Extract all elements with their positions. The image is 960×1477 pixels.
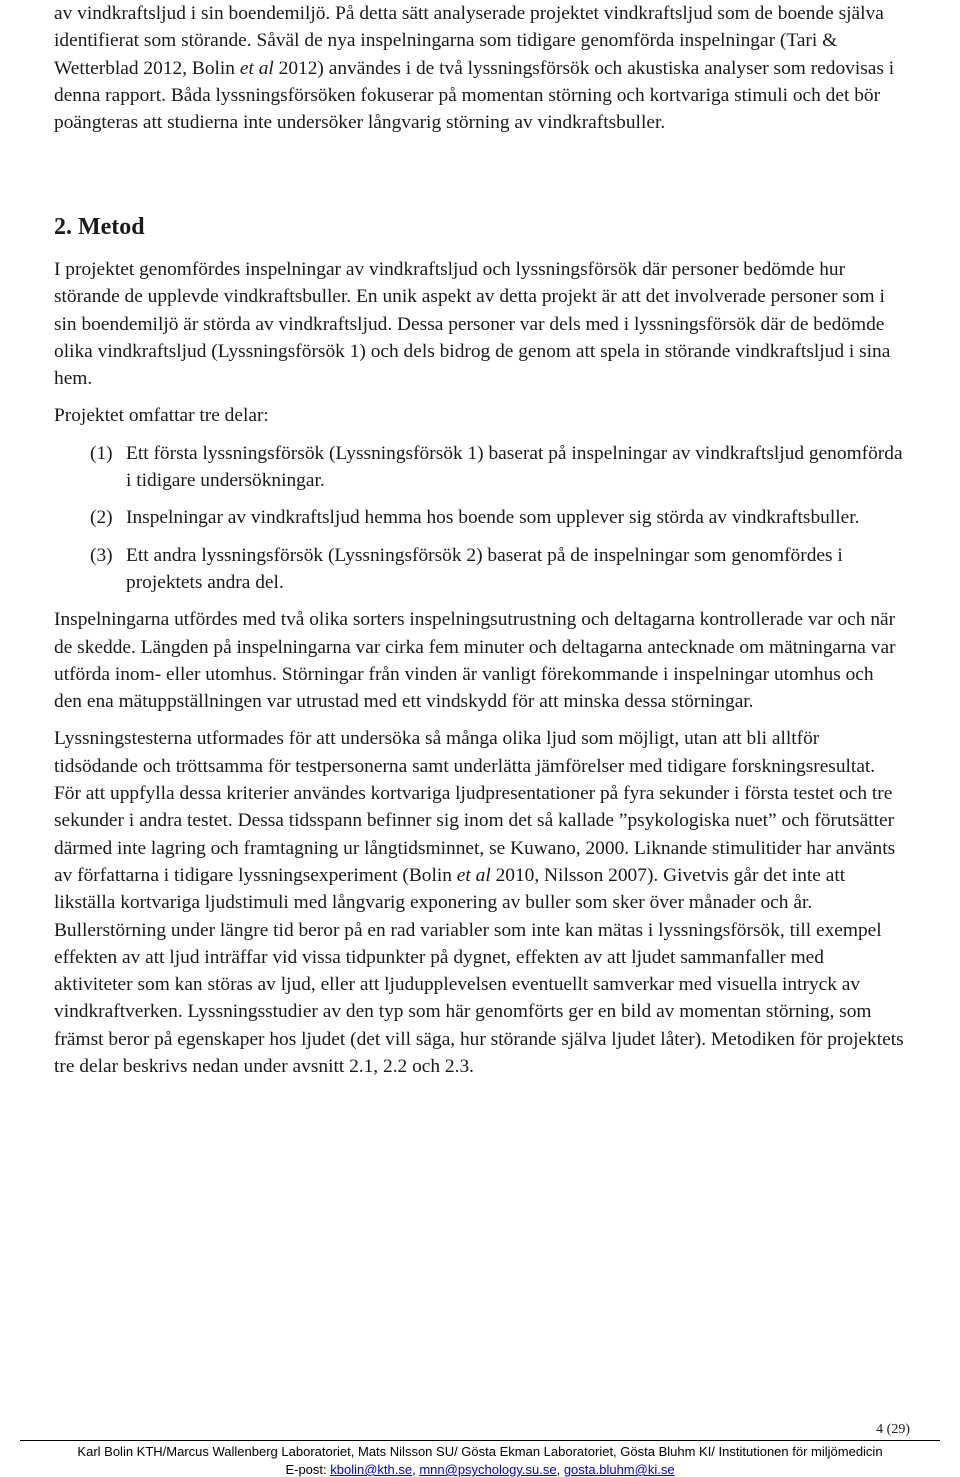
metod-paragraph-1: I projektet genomfördes inspelningar av vindkraftsljud och lyssningsförsök där personer bedömde hur störande de upplevde vindkraftsbuller. En unik aspekt av detta projekt är att det involverade personer som i sin boendemiljö är störda av vindkraftsljud. Dessa personer var dels med i lyssningsförsök där de bedömde olika vindkraftsljud (Lyssningsförsök 1) och dels bidrog de genom att spela in störande vindkraftsljud i sina hem. xyxy=(54,259,891,390)
metod-text-part: Lyssningstesterna utformades för att undersöka så många olika ljud som möjligt, utan att bli alltför tidsödande och tröttsamma för testpersonerna samt underlätta jämförelser med tidigare forskningsresultat. För att uppfylla dessa kriterier användes kortvariga ljudpresentationer på fyra sekunder i första testet och tre sekunder i andra testet. Dessa tidsspann befinner sig inom det så kallade ”psykologiska nuet” och förutsätter därmed inte lagring och framtagning ur långtidsminnet, se Kuwano, 2000. Liknande stimulitider har använts av författarna i tidigare lyssningsexperiment (Bolin xyxy=(54,728,896,886)
list-item-number: (1) xyxy=(90,442,113,464)
section-number: 2. xyxy=(54,214,72,240)
list-item-text: Inspelningar av vindkraftsljud hemma hos boende som upplever sig störda av vindkraftsbuller. xyxy=(126,507,860,529)
page-number: 4 (29) xyxy=(876,1422,910,1437)
list-item-text: Ett andra lyssningsförsök (Lyssningsförsök 2) baserat på de inspelningar som genomfördes i projektets andra del. xyxy=(126,544,843,593)
email-label: E-post: xyxy=(285,1462,331,1477)
list-item-number: (2) xyxy=(90,507,113,529)
email-separator: , xyxy=(412,1462,420,1477)
list-item xyxy=(54,542,904,597)
section-title: Metod xyxy=(78,214,145,240)
intro-section xyxy=(54,0,904,136)
footer-authors: Karl Bolin KTH/Marcus Wallenberg Laboratoriet, Mats Nilsson SU/ Gösta Ekman Laboratoriet, Gösta Bluhm KI/ Institutionen för miljömedicin xyxy=(77,1444,883,1459)
section-heading xyxy=(54,212,145,242)
metod-paragraph-4 xyxy=(54,725,904,1080)
et-al-italic: et al xyxy=(456,864,491,886)
list-item-number: (3) xyxy=(90,544,113,566)
email-separator: , xyxy=(556,1462,564,1477)
metod-paragraph-2: Projektet omfattar tre delar: xyxy=(54,405,269,427)
email-link-mnn[interactable]: mnn@psychology.su.se xyxy=(419,1462,557,1477)
metod-section xyxy=(54,256,904,1080)
et-al-italic: et al xyxy=(239,57,274,79)
parts-list xyxy=(54,440,904,596)
metod-paragraph-3: Inspelningarna utfördes med två olika sorters inspelningsutrustning och deltagarna kontrollerade var och när de skedde. Längden på inspelningarna var cirka fem minuter och deltagarna antecknade om mätningarna var utförda inom- eller utomhus. Störningar från vinden är vanligt förekommande i inspelningar utomhus och den ena mätuppställningen var utrustad med ett vindskydd för att minska dessa störningar. xyxy=(54,609,896,713)
footer-divider xyxy=(20,1440,940,1441)
intro-paragraph xyxy=(54,0,904,136)
footer-emails xyxy=(0,1462,960,1477)
list-item xyxy=(54,440,904,495)
email-link-gosta[interactable]: gosta.bluhm@ki.se xyxy=(563,1462,675,1477)
list-item xyxy=(54,504,904,531)
metod-text-part: 2010, Nilsson 2007). Givetvis går det inte att likställa kortvariga ljudstimuli med långvarig exponering av buller som sker över månader och år. Bullerstörning under längre tid beror på en rad variabler som inte kan mätas i lyssningsförsök, till exempel effekten av att ljud inträffar vid vissa tidpunkter på dygnet, effekten av att ljudet sammanfaller med aktiviteter som kan störas av ljud, eller att ljudupplevelsen eventuellt samverkar med visuella intryck av vindkraftverken. Lyssningsstudier av den typ som här genomförts ger en bild av momentan störning, som främst beror på egenskaper hos ljudet (det vill säga, hur störande själva ljudet låter). Metodiken för projektets tre delar beskrivs nedan under avsnitt 2.1, 2.2 och 2.3. xyxy=(54,864,904,1078)
intro-text-part: av vindkraftsljud i sin boendemiljö. På detta sätt analyserade projektet vindkraftsljud som de boende själva identifierat som störande. Såväl de nya inspelningarna som tidigare genomförda inspelningar (Tari & Wetterblad 2012, Bolin xyxy=(54,3,884,79)
email-link-kbolin[interactable]: kbolin@kth.se xyxy=(330,1462,413,1477)
list-item-text: Ett första lyssningsförsök (Lyssningsförsök 1) baserat på inspelningar av vindkraftsljud genomförda i tidigare undersökningar. xyxy=(126,442,903,492)
intro-text-part: 2012) användes i de två lyssningsförsök och akustiska analyser som redovisas i denna rapport. Båda lyssningsförsöken fokuserar på momentan störning och kortvariga stimuli och det bör poängteras att studierna inte undersöker långvarig störning av vindkraftsbuller. xyxy=(54,57,895,134)
